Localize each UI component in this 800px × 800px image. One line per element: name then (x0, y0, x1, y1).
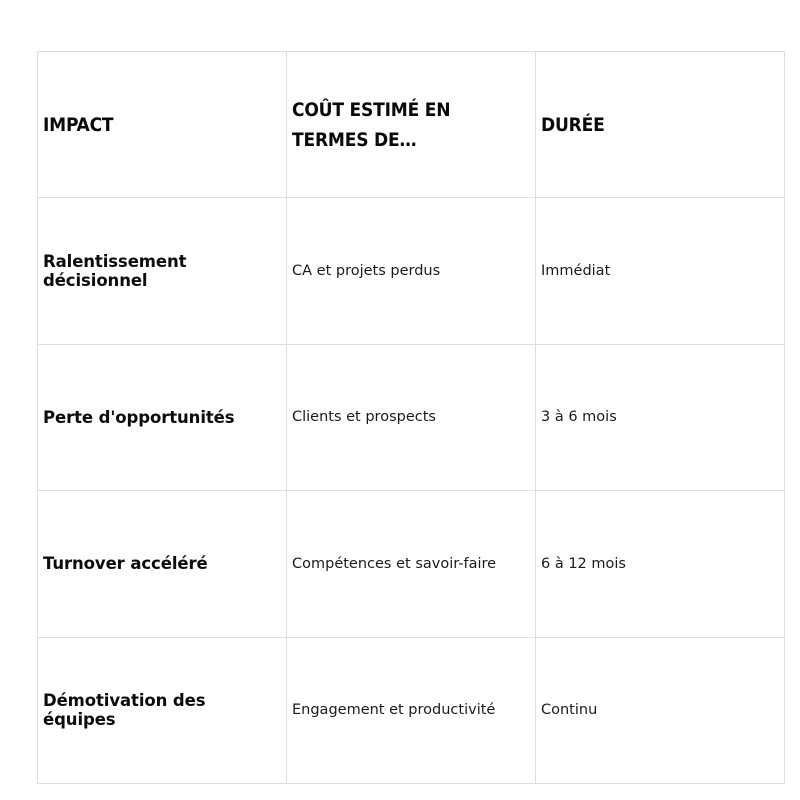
table-row (38, 491, 785, 638)
table-row (38, 198, 785, 345)
cout-cell: Clients et prospects (287, 344, 536, 491)
duree-cell: Continu (536, 637, 785, 784)
cout-cell: Engagement et productivité (287, 637, 536, 784)
header-cout-estime: COÛT ESTIMÉ EN TERMES DE… (287, 52, 536, 198)
table-row (38, 637, 785, 784)
duree-cell: 3 à 6 mois (536, 344, 785, 491)
header-impact: IMPACT (38, 52, 287, 198)
impact-cell: Ralentissement décisionnel (38, 198, 287, 345)
duree-cell: 6 à 12 mois (536, 491, 785, 638)
duree-cell: Immédiat (536, 198, 785, 345)
header-duree: DURÉE (536, 52, 785, 198)
impact-cost-table (37, 51, 785, 784)
table-row (38, 344, 785, 491)
table-header-row (38, 52, 785, 198)
impact-cell: Démotivation des équipes (38, 637, 287, 784)
impact-cell: Perte d'opportunités (38, 344, 287, 491)
cout-cell: Compétences et savoir-faire (287, 491, 536, 638)
cout-cell: CA et projets perdus (287, 198, 536, 345)
impact-cell: Turnover accéléré (38, 491, 287, 638)
